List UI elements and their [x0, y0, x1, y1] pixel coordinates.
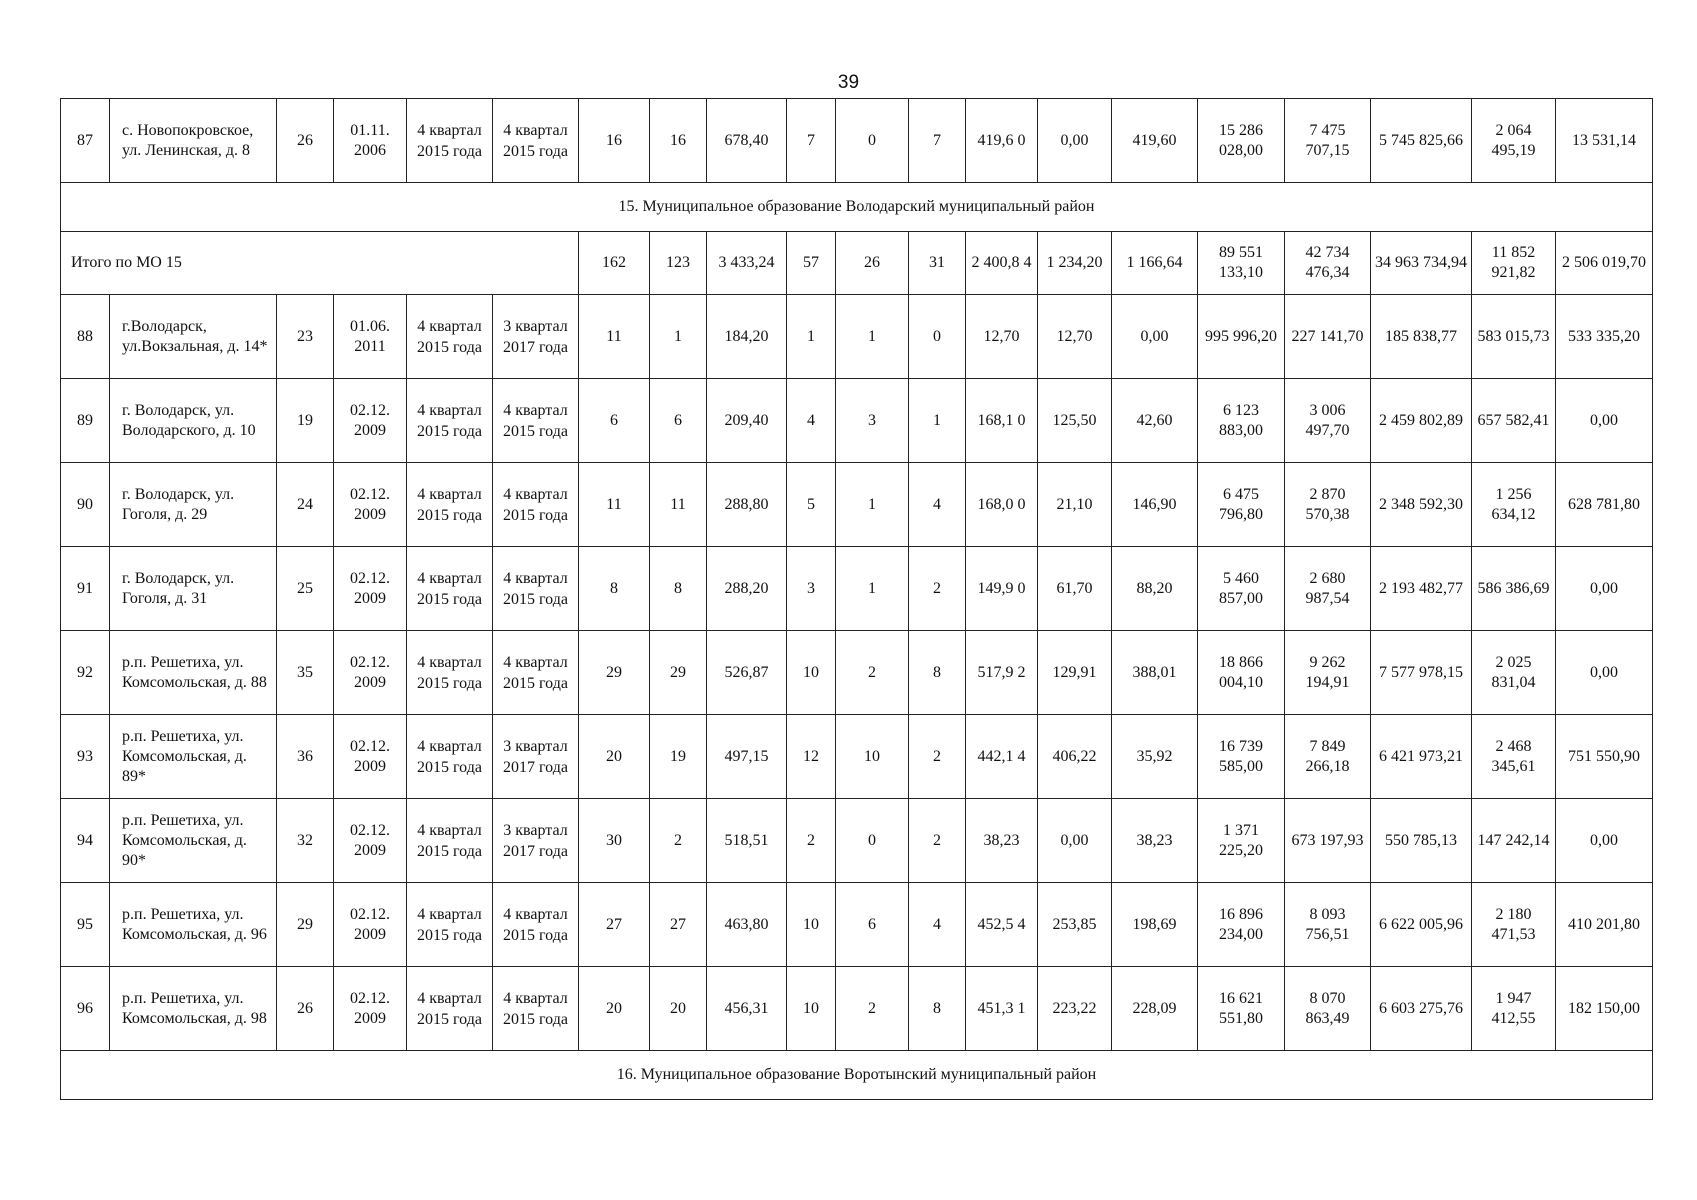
table-cell: 253,85: [1038, 883, 1112, 967]
table-cell: 1: [836, 463, 909, 547]
table-cell: 288,80: [707, 463, 787, 547]
table-cell: 10: [836, 715, 909, 799]
table-cell: 456,31: [707, 967, 787, 1051]
table-cell: 21,10: [1038, 463, 1112, 547]
table-cell: 16 739 585,00: [1198, 715, 1285, 799]
table-cell: 6 123 883,00: [1198, 379, 1285, 463]
table-cell: 0,00: [1556, 547, 1653, 631]
table-cell: 2: [836, 631, 909, 715]
table-row: [61, 379, 1653, 463]
table-cell: 2: [650, 799, 707, 883]
row-number: 87: [61, 99, 110, 183]
table-cell: 2 870 570,38: [1285, 463, 1371, 547]
table-cell: 02.12. 2009: [334, 883, 407, 967]
table-cell: 2 680 987,54: [1285, 547, 1371, 631]
period-cell: 4 квартал 2015 года: [407, 883, 493, 967]
table-cell: 02.12. 2009: [334, 463, 407, 547]
table-cell: 1: [909, 379, 966, 463]
table-cell: 125,50: [1038, 379, 1112, 463]
total-cell: 2 400,8 4: [966, 232, 1038, 295]
row-number: 91: [61, 547, 110, 631]
table-cell: 657 582,41: [1472, 379, 1556, 463]
table-cell: 01.06. 2011: [334, 295, 407, 379]
total-cell: 57: [787, 232, 836, 295]
table-cell: 13 531,14: [1556, 99, 1653, 183]
address-cell: р.п. Решетиха, ул. Комсомольская, д. 98: [110, 967, 277, 1051]
address-cell: р.п. Решетиха, ул. Комсомольская, д. 90*: [110, 799, 277, 883]
table-cell: 583 015,73: [1472, 295, 1556, 379]
total-cell: 89 551 133,10: [1198, 232, 1285, 295]
total-cell: 31: [909, 232, 966, 295]
table-cell: 23: [277, 295, 334, 379]
total-cell: 42 734 476,34: [1285, 232, 1371, 295]
table-cell: 20: [579, 967, 650, 1051]
table-cell: 5 745 825,66: [1371, 99, 1472, 183]
period-cell: 4 квартал 2015 года: [493, 547, 579, 631]
table-cell: 288,20: [707, 547, 787, 631]
address-cell: г.Володарск, ул.Вокзальная, д. 14*: [110, 295, 277, 379]
table-cell: 1: [836, 295, 909, 379]
address-cell: р.п. Решетиха, ул. Комсомольская, д. 88: [110, 631, 277, 715]
period-cell: 4 квартал 2015 года: [407, 463, 493, 547]
row-number: 95: [61, 883, 110, 967]
table-cell: 2 459 802,89: [1371, 379, 1472, 463]
table-cell: 1: [836, 547, 909, 631]
total-row: [61, 232, 1653, 295]
total-cell: 123: [650, 232, 707, 295]
table-cell: 11: [579, 463, 650, 547]
table-cell: 995 996,20: [1198, 295, 1285, 379]
table-row: [61, 715, 1653, 799]
table-row: [61, 967, 1653, 1051]
section-header-row: [61, 1051, 1653, 1100]
total-label: Итого по МО 15: [61, 232, 579, 295]
period-cell: 4 квартал 2015 года: [407, 99, 493, 183]
row-number: 93: [61, 715, 110, 799]
period-cell: 4 квартал 2015 года: [493, 463, 579, 547]
period-cell: 4 квартал 2015 года: [407, 799, 493, 883]
table-cell: 228,09: [1112, 967, 1198, 1051]
address-cell: р.п. Решетиха, ул. Комсомольская, д. 89*: [110, 715, 277, 799]
period-cell: 4 квартал 2015 года: [407, 631, 493, 715]
table-cell: 2: [787, 799, 836, 883]
table-row: [61, 631, 1653, 715]
table-row: [61, 463, 1653, 547]
table-cell: 388,01: [1112, 631, 1198, 715]
page-number: 39: [837, 72, 860, 93]
table-cell: 9 262 194,91: [1285, 631, 1371, 715]
table-cell: 4: [909, 883, 966, 967]
table-cell: 0: [836, 99, 909, 183]
table-cell: 6: [579, 379, 650, 463]
table-row: [61, 99, 1653, 183]
table-cell: 88,20: [1112, 547, 1198, 631]
table-cell: 25: [277, 547, 334, 631]
table-cell: 526,87: [707, 631, 787, 715]
table-cell: 0,00: [1038, 799, 1112, 883]
table-cell: 2: [909, 547, 966, 631]
table-cell: 0,00: [1038, 99, 1112, 183]
table-cell: 751 550,90: [1556, 715, 1653, 799]
table-cell: 451,3 1: [966, 967, 1038, 1051]
address-cell: с. Новопокровское, ул. Ленинская, д. 8: [110, 99, 277, 183]
table-cell: 12: [787, 715, 836, 799]
table-cell: 02.12. 2009: [334, 547, 407, 631]
table-cell: 198,69: [1112, 883, 1198, 967]
table-cell: 02.12. 2009: [334, 715, 407, 799]
table-cell: 550 785,13: [1371, 799, 1472, 883]
table-cell: 410 201,80: [1556, 883, 1653, 967]
table-cell: 1 947 412,55: [1472, 967, 1556, 1051]
table-cell: 4: [909, 463, 966, 547]
table-cell: 184,20: [707, 295, 787, 379]
period-cell: 4 квартал 2015 года: [407, 715, 493, 799]
table-cell: 3: [787, 547, 836, 631]
table-cell: 209,40: [707, 379, 787, 463]
table-cell: 147 242,14: [1472, 799, 1556, 883]
table-cell: 8 093 756,51: [1285, 883, 1371, 967]
period-cell: 4 квартал 2015 года: [493, 99, 579, 183]
table-cell: 29: [579, 631, 650, 715]
table-cell: 146,90: [1112, 463, 1198, 547]
table-cell: 6: [836, 883, 909, 967]
table-cell: 673 197,93: [1285, 799, 1371, 883]
table-cell: 7: [909, 99, 966, 183]
table-cell: 0,00: [1112, 295, 1198, 379]
table-cell: 1: [787, 295, 836, 379]
period-cell: 4 квартал 2015 года: [407, 967, 493, 1051]
table-cell: 26: [277, 99, 334, 183]
table-cell: 8: [579, 547, 650, 631]
housing-register-table: [60, 98, 1653, 1100]
total-cell: 11 852 921,82: [1472, 232, 1556, 295]
table-cell: 1: [650, 295, 707, 379]
table-cell: 168,1 0: [966, 379, 1038, 463]
address-cell: г. Володарск, ул. Володарского, д. 10: [110, 379, 277, 463]
table-cell: 463,80: [707, 883, 787, 967]
period-cell: 4 квартал 2015 года: [493, 967, 579, 1051]
total-cell: 162: [579, 232, 650, 295]
table-cell: 678,40: [707, 99, 787, 183]
table-cell: 26: [277, 967, 334, 1051]
table-cell: 20: [650, 967, 707, 1051]
table-cell: 16: [650, 99, 707, 183]
table-cell: 8: [650, 547, 707, 631]
table-cell: 2 064 495,19: [1472, 99, 1556, 183]
table-cell: 168,0 0: [966, 463, 1038, 547]
table-cell: 182 150,00: [1556, 967, 1653, 1051]
row-number: 90: [61, 463, 110, 547]
table-cell: 02.12. 2009: [334, 799, 407, 883]
total-cell: 26: [836, 232, 909, 295]
table-cell: 628 781,80: [1556, 463, 1653, 547]
table-cell: 42,60: [1112, 379, 1198, 463]
table-cell: 7 475 707,15: [1285, 99, 1371, 183]
period-cell: 3 квартал 2017 года: [493, 715, 579, 799]
table-cell: 149,9 0: [966, 547, 1038, 631]
table-cell: 8: [909, 631, 966, 715]
table-cell: 185 838,77: [1371, 295, 1472, 379]
table-cell: 16: [579, 99, 650, 183]
table-cell: 223,22: [1038, 967, 1112, 1051]
table-cell: 19: [650, 715, 707, 799]
table-cell: 2: [836, 967, 909, 1051]
table-cell: 4: [787, 379, 836, 463]
address-cell: р.п. Решетиха, ул. Комсомольская, д. 96: [110, 883, 277, 967]
table-cell: 16 621 551,80: [1198, 967, 1285, 1051]
period-cell: 4 квартал 2015 года: [407, 379, 493, 463]
table-row: [61, 547, 1653, 631]
table-cell: 6 622 005,96: [1371, 883, 1472, 967]
table-cell: 3 006 497,70: [1285, 379, 1371, 463]
table-cell: 8 070 863,49: [1285, 967, 1371, 1051]
period-cell: 4 квартал 2015 года: [493, 883, 579, 967]
table-cell: 0,00: [1556, 799, 1653, 883]
table-cell: 11: [579, 295, 650, 379]
address-cell: г. Володарск, ул. Гоголя, д. 31: [110, 547, 277, 631]
total-cell: 3 433,24: [707, 232, 787, 295]
table-cell: 0: [909, 295, 966, 379]
row-number: 94: [61, 799, 110, 883]
table-cell: 10: [787, 631, 836, 715]
table-cell: 35,92: [1112, 715, 1198, 799]
table-body: [61, 99, 1653, 1100]
period-cell: 4 квартал 2015 года: [493, 379, 579, 463]
table-cell: 2 348 592,30: [1371, 463, 1472, 547]
table-cell: 02.12. 2009: [334, 967, 407, 1051]
table-cell: 5 460 857,00: [1198, 547, 1285, 631]
table-cell: 20: [579, 715, 650, 799]
table-cell: 6 421 973,21: [1371, 715, 1472, 799]
table-cell: 29: [277, 883, 334, 967]
table-cell: 2 025 831,04: [1472, 631, 1556, 715]
address-cell: г. Володарск, ул. Гоголя, д. 29: [110, 463, 277, 547]
table-cell: 29: [650, 631, 707, 715]
table-cell: 01.11. 2006: [334, 99, 407, 183]
table-cell: 2: [909, 715, 966, 799]
section-title: 16. Муниципальное образование Воротынский муниципальный район: [61, 1051, 1653, 1100]
row-number: 92: [61, 631, 110, 715]
table-row: [61, 295, 1653, 379]
table-cell: 15 286 028,00: [1198, 99, 1285, 183]
table-cell: 1 256 634,12: [1472, 463, 1556, 547]
period-cell: 3 квартал 2017 года: [493, 799, 579, 883]
table-cell: 27: [650, 883, 707, 967]
total-cell: 34 963 734,94: [1371, 232, 1472, 295]
total-cell: 1 234,20: [1038, 232, 1112, 295]
table-cell: 7 849 266,18: [1285, 715, 1371, 799]
table-cell: 586 386,69: [1472, 547, 1556, 631]
total-cell: 1 166,64: [1112, 232, 1198, 295]
table-cell: 27: [579, 883, 650, 967]
table-cell: 0: [836, 799, 909, 883]
table-cell: 18 866 004,10: [1198, 631, 1285, 715]
row-number: 96: [61, 967, 110, 1051]
table-cell: 5: [787, 463, 836, 547]
row-number: 88: [61, 295, 110, 379]
table-cell: 0,00: [1556, 379, 1653, 463]
table-cell: 61,70: [1038, 547, 1112, 631]
table-cell: 2 180 471,53: [1472, 883, 1556, 967]
table-cell: 7 577 978,15: [1371, 631, 1472, 715]
table-cell: 36: [277, 715, 334, 799]
table-cell: 24: [277, 463, 334, 547]
table-cell: 6 475 796,80: [1198, 463, 1285, 547]
table-cell: 12,70: [966, 295, 1038, 379]
period-cell: 4 квартал 2015 года: [407, 547, 493, 631]
table-row: [61, 799, 1653, 883]
table-cell: 7: [787, 99, 836, 183]
total-cell: 2 506 019,70: [1556, 232, 1653, 295]
table-cell: 32: [277, 799, 334, 883]
table-cell: 517,9 2: [966, 631, 1038, 715]
table-cell: 129,91: [1038, 631, 1112, 715]
table-cell: 518,51: [707, 799, 787, 883]
table-cell: 8: [909, 967, 966, 1051]
table-cell: 497,15: [707, 715, 787, 799]
row-number: 89: [61, 379, 110, 463]
table-cell: 442,1 4: [966, 715, 1038, 799]
table-cell: 30: [579, 799, 650, 883]
period-cell: 3 квартал 2017 года: [493, 295, 579, 379]
table-cell: 19: [277, 379, 334, 463]
table-cell: 419,60: [1112, 99, 1198, 183]
table-cell: 10: [787, 967, 836, 1051]
period-cell: 4 квартал 2015 года: [407, 295, 493, 379]
table-cell: 2 468 345,61: [1472, 715, 1556, 799]
table-cell: 533 335,20: [1556, 295, 1653, 379]
table-cell: 227 141,70: [1285, 295, 1371, 379]
table-cell: 16 896 234,00: [1198, 883, 1285, 967]
section-title: 15. Муниципальное образование Володарский муниципальный район: [61, 183, 1653, 232]
table-cell: 11: [650, 463, 707, 547]
table-cell: 6 603 275,76: [1371, 967, 1472, 1051]
table-cell: 38,23: [966, 799, 1038, 883]
table-cell: 452,5 4: [966, 883, 1038, 967]
table-cell: 10: [787, 883, 836, 967]
table-cell: 6: [650, 379, 707, 463]
table-cell: 02.12. 2009: [334, 379, 407, 463]
table-cell: 419,6 0: [966, 99, 1038, 183]
table-cell: 12,70: [1038, 295, 1112, 379]
table-cell: 2 193 482,77: [1371, 547, 1472, 631]
table-cell: 35: [277, 631, 334, 715]
table-cell: 1 371 225,20: [1198, 799, 1285, 883]
table-cell: 38,23: [1112, 799, 1198, 883]
table-row: [61, 883, 1653, 967]
table-cell: 3: [836, 379, 909, 463]
table-cell: 02.12. 2009: [334, 631, 407, 715]
period-cell: 4 квартал 2015 года: [493, 631, 579, 715]
table-cell: 0,00: [1556, 631, 1653, 715]
table-cell: 406,22: [1038, 715, 1112, 799]
section-header-row: [61, 183, 1653, 232]
table-cell: 2: [909, 799, 966, 883]
